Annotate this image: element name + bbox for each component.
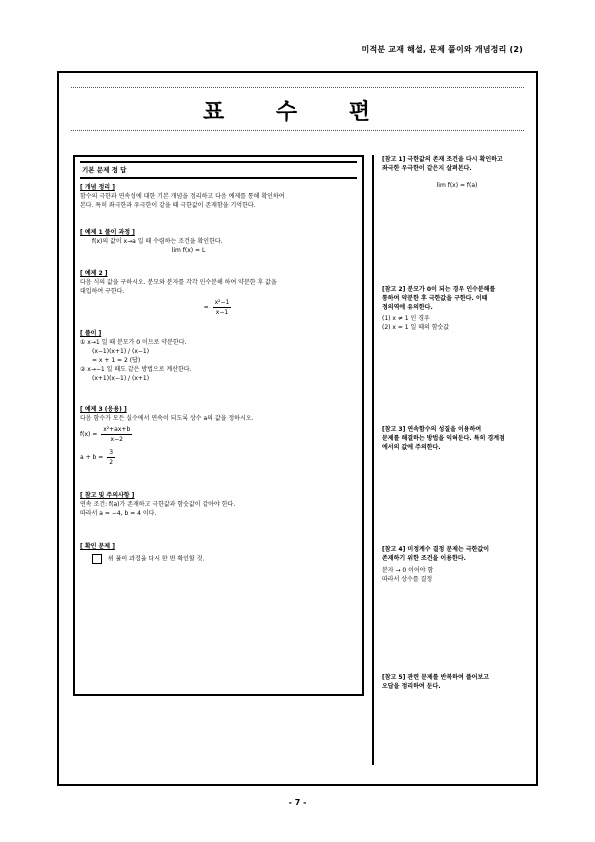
side-note-1 <box>382 155 532 190</box>
side-note-3 <box>382 425 532 452</box>
fraction-denominator: x−2 <box>110 436 123 443</box>
side-note-4 <box>382 545 532 584</box>
section-title: [ 개념 정리 ] <box>80 184 115 191</box>
checkbox-row <box>80 554 357 564</box>
side-note-line: 정의역에 유의한다. <box>382 304 433 311</box>
bottom-dotted-rule <box>71 130 524 131</box>
side-note-line: [참고 5] 관련 문제를 반복하여 풀어보고 <box>382 674 490 681</box>
section-solution <box>80 329 357 383</box>
side-note-line: [참고 2] 분모가 0이 되는 경우 인수분해를 <box>382 286 496 293</box>
side-note-line: 따라서 상수를 결정 <box>382 576 433 583</box>
checkbox-icon[interactable] <box>92 554 102 564</box>
text-line: (x−1)(x+1) / (x−1) <box>92 348 150 355</box>
section-title: [ 예제 2 ] <box>80 270 108 277</box>
text-line: 다음 식의 값을 구하시오. 분모와 분자를 각각 인수분해 하여 약분한 후 값을 <box>80 279 277 286</box>
main-box-heading: 기본 문제 정 답 <box>80 161 357 179</box>
formula <box>80 448 357 467</box>
side-note-line: (2) x = 1 일 때의 함숫값 <box>382 324 450 331</box>
side-note-5 <box>382 673 532 691</box>
formula <box>80 425 357 444</box>
side-note-line: [참고 3] 연속함수의 성질을 이용하여 <box>382 426 482 433</box>
section-example-2 <box>80 269 357 317</box>
formula <box>80 298 357 317</box>
section-title: [ 예제 3 (응용) ] <box>80 406 127 413</box>
side-note-line: [참고 4] 미정계수 결정 문제는 극한값이 <box>382 546 490 553</box>
section-title: [ 참고 및 주의사항 ] <box>80 492 135 499</box>
section-title: [ 풀이 ] <box>80 330 102 337</box>
fraction <box>213 298 232 317</box>
fraction <box>101 425 132 444</box>
text-line: 함수의 극한과 연속성에 대한 기본 개념을 정리하고 다음 예제를 통해 확인하여 <box>80 193 285 200</box>
side-note-line: 문제를 해결하는 방법을 익혀둔다. 특히 경계점 <box>382 435 505 442</box>
page-number: - 7 - <box>288 798 307 807</box>
checkbox-label: 위 풀이 과정을 다시 한 번 확인할 것. <box>107 555 205 563</box>
fraction-denominator: x−1 <box>215 309 229 316</box>
section-title: [ 예제 1 풀이 과정 ] <box>80 229 135 236</box>
fraction <box>107 448 115 467</box>
side-note-line: 좌극한 우극한이 같은지 살펴본다. <box>382 165 472 172</box>
side-note-2 <box>382 285 532 332</box>
side-note-line: 존재하기 위한 조건을 이용한다. <box>382 555 466 562</box>
column-divider <box>372 155 374 765</box>
text-line: 연속 조건: f(a)가 존재하고 극한값과 함숫값이 같아야 한다. <box>80 501 236 508</box>
side-note-formula: lim f(x) = f(a) <box>436 182 478 189</box>
side-note-line: (1) x ≠ 1 인 경우 <box>382 315 430 322</box>
fraction-numerator: x²+ax+b <box>103 426 131 433</box>
section-notes <box>80 491 357 518</box>
fraction-numerator: 3 <box>109 449 114 456</box>
formula-prefix: f(x) = <box>80 431 98 438</box>
fraction-numerator: x²−1 <box>214 299 230 306</box>
text-line: ② x→−1 일 때도 같은 방법으로 계산한다. <box>80 366 192 373</box>
formula-line: lim f(x) = L <box>171 247 206 254</box>
section-title: [ 확인 문제 ] <box>80 543 115 550</box>
section-check <box>80 542 357 564</box>
text-line: = x + 1 = 2 (답) <box>92 357 141 364</box>
side-note-line: 오답을 정리하여 둔다. <box>382 683 441 690</box>
section-example-3 <box>80 405 357 467</box>
fraction-denominator: 2 <box>109 459 114 466</box>
text-line: 대입하여 구한다. <box>80 288 125 295</box>
text-line: f(x)의 값이 x→a 일 때 수렴하는 조건을 확인한다. <box>92 238 223 245</box>
main-content-box <box>73 155 364 696</box>
page-frame <box>57 71 538 786</box>
text-line: ① x→1 일 때 분모가 0 이므로 약분한다. <box>80 339 187 346</box>
formula-prefix: = <box>203 304 209 311</box>
text-line: 다음 함수가 모든 실수에서 연속이 되도록 상수 a의 값을 정하시오. <box>80 415 254 422</box>
running-header: 미적분 교재 해설, 문제 풀이와 개념정리 (2) <box>361 45 523 54</box>
side-note-line: 통하여 약분한 후 극한값을 구한다. 이때 <box>382 295 488 302</box>
section-example-1 <box>80 228 357 255</box>
formula-prefix: a + b = <box>80 454 104 461</box>
section-concept <box>80 183 357 210</box>
text-line: 본다. 특히 좌극한과 우극한이 같을 때 극한값이 존재함을 기억한다. <box>80 202 256 209</box>
text-line: (x+1)(x−1) / (x+1) <box>92 375 150 382</box>
page-title: 표 수 편 <box>202 100 393 125</box>
side-note-line: [참고 1] 극한값의 존재 조건을 다시 확인하고 <box>382 156 503 163</box>
text-line: 따라서 a = −4, b = 4 이다. <box>80 510 157 517</box>
top-dotted-rule <box>71 87 524 88</box>
side-note-line: 에서의 값에 주의한다. <box>382 444 441 451</box>
side-note-line: 분자 → 0 이어야 함 <box>382 567 434 574</box>
